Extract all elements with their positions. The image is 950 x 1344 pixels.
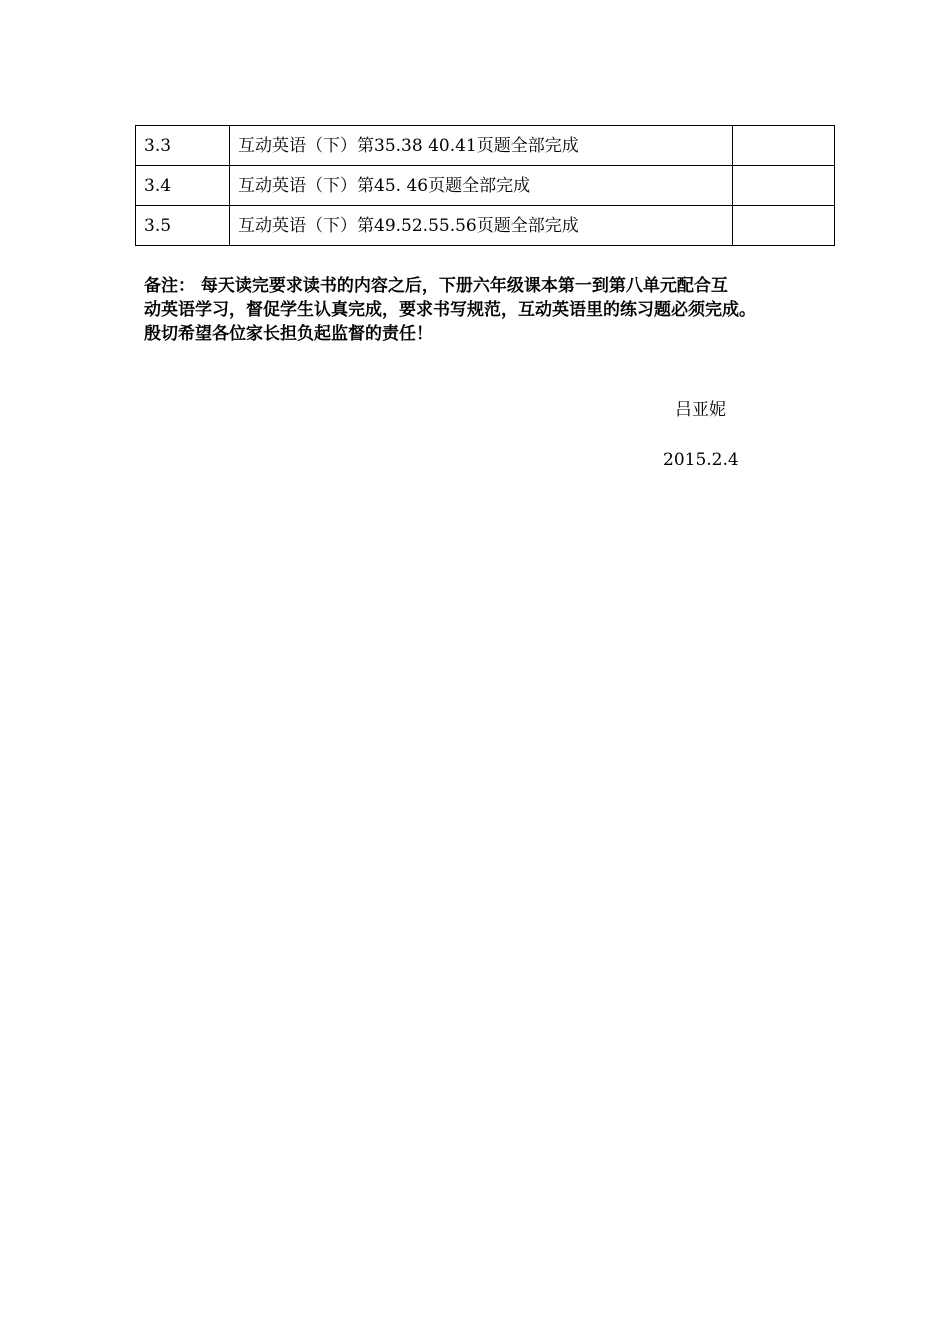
remarks-paragraph [144, 274, 824, 346]
date-cell: 3.3 [136, 126, 230, 166]
task-cell: 互动英语（下）第45. 46页题全部完成 [230, 166, 733, 206]
remarks-line: 殷切希望各位家长担负起监督的责任！ [144, 324, 433, 344]
table-row [136, 126, 835, 166]
task-cell: 互动英语（下）第49.52.55.56页题全部完成 [230, 206, 733, 246]
homework-schedule-table [135, 125, 835, 246]
date-cell: 3.4 [136, 166, 230, 206]
check-cell [733, 206, 835, 246]
check-cell [733, 166, 835, 206]
signature-date: 2015.2.4 [663, 450, 739, 470]
remarks-line: 备注： 每天读完要求读书的内容之后，下册六年级课本第一到第八单元配合互 [144, 276, 728, 296]
task-cell: 互动英语（下）第35.38 40.41页题全部完成 [230, 126, 733, 166]
date-cell: 3.5 [136, 206, 230, 246]
table-row [136, 166, 835, 206]
table-row [136, 206, 835, 246]
check-cell [733, 126, 835, 166]
remarks-line: 动英语学习，督促学生认真完成，要求书写规范，互动英语里的练习题必须完成。 [144, 300, 756, 320]
signer-name: 吕亚妮 [675, 400, 726, 420]
